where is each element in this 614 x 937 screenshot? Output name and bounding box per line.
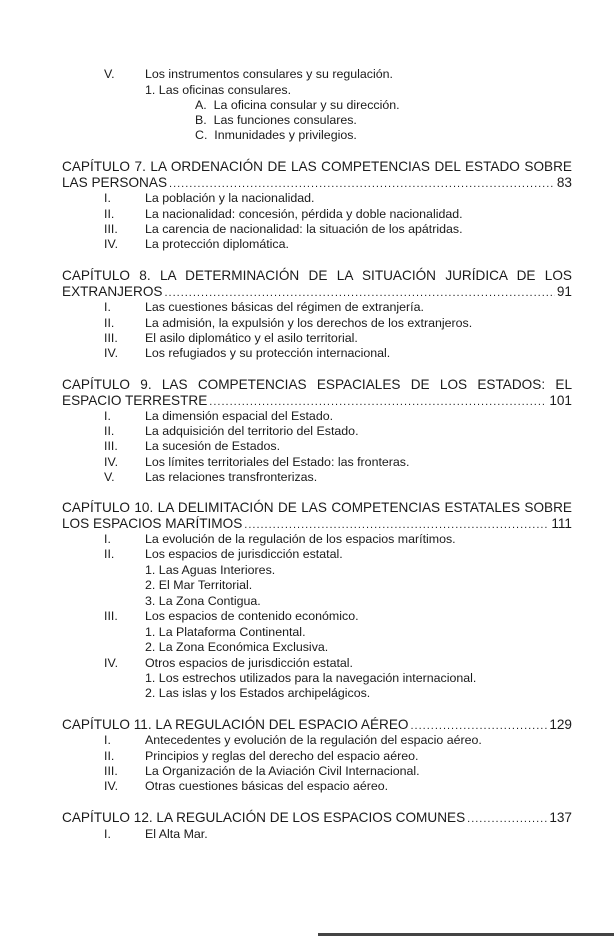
section-number: I.	[104, 300, 111, 314]
section-title: La adquisición del territorio del Estado.	[145, 424, 359, 438]
section-number: II.	[104, 207, 115, 221]
section-title: La evolución de la regulación de los espacios marítimos.	[145, 532, 456, 546]
page-number: 91	[556, 284, 572, 299]
subsection: 2. El Mar Territorial.	[145, 578, 253, 592]
chapter-heading-line2: ESPACIO TERRESTRE ..... 101	[62, 393, 572, 409]
section-number: I.	[104, 532, 111, 546]
chapter-heading: CAPÍTULO 12. LA REGULACIÓN DE LOS ESPACIOS COMUNES ..... 137	[62, 810, 572, 826]
section-number: V.	[104, 470, 115, 484]
section-number: IV.	[104, 656, 119, 670]
page-number: 129	[549, 717, 572, 732]
section-number: II.	[104, 316, 115, 330]
section-title: Las cuestiones básicas del régimen de extranjería.	[145, 300, 424, 314]
subsection: 1. Las Aguas Interiores.	[145, 563, 276, 577]
section-number: IV.	[104, 779, 119, 793]
section-title: La admisión, la expulsión y los derechos de los extranjeros.	[145, 316, 473, 330]
section-title: El asilo diplomático y el asilo territorial.	[145, 331, 358, 345]
section-title: Antecedentes y evolución de la regulación del espacio aéreo.	[145, 733, 482, 747]
subsection: 2. Las islas y los Estados archipelágicos.	[145, 686, 371, 700]
chapter-heading-line2: LAS PERSONAS ..... 83	[62, 175, 572, 191]
chapter-heading: CAPÍTULO 7. LA ORDENACIÓN DE LAS COMPETENCIAS DEL ESTADO SOBRE	[62, 159, 572, 174]
section-number: V.	[104, 67, 115, 81]
section-number: IV.	[104, 455, 119, 469]
subsection: 1. Los estrechos utilizados para la navegación internacional.	[145, 671, 477, 685]
page-edge-rule	[318, 933, 614, 936]
section-title: La dimensión espacial del Estado.	[145, 409, 334, 423]
section-title: Principios y reglas del derecho del espacio aéreo.	[145, 749, 419, 763]
section-number: III.	[104, 439, 118, 453]
section-title: La población y la nacionalidad.	[145, 191, 315, 205]
subsection: 2. La Zona Económica Exclusiva.	[145, 640, 329, 654]
section-number: III.	[104, 222, 118, 236]
subsubsection: B. Las funciones consulares.	[195, 113, 357, 127]
section-number: IV.	[104, 237, 119, 251]
section-number: III.	[104, 331, 118, 345]
page-number: 137	[549, 810, 572, 825]
subsubsection: A. La oficina consular y su dirección.	[195, 98, 400, 112]
chapter-heading-line2: LOS ESPACIOS MARÍTIMOS ..... 111	[62, 516, 572, 532]
section-number: III.	[104, 609, 118, 623]
section-number: II.	[104, 749, 115, 763]
section-title: Otras cuestiones básicas del espacio aéreo.	[145, 779, 389, 793]
section-title: La carencia de nacionalidad: la situación de los apátridas.	[145, 222, 463, 236]
subsubsection: C. Inmunidades y privilegios.	[195, 128, 357, 142]
page-number: 101	[549, 393, 572, 408]
chapter-heading-line2: EXTRANJEROS ..... 91	[62, 284, 572, 300]
section-title: Las relaciones transfronterizas.	[145, 470, 318, 484]
section-number: I.	[104, 191, 111, 205]
subsection: 3. La Zona Contigua.	[145, 594, 261, 608]
section-number: II.	[104, 547, 115, 561]
section-title: Los refugiados y su protección internacional.	[145, 346, 391, 360]
subsection: 1. Las oficinas consulares.	[145, 83, 292, 97]
section-title: Los espacios de jurisdicción estatal.	[145, 547, 343, 561]
section-number: I.	[104, 733, 111, 747]
section-title: La protección diplomática.	[145, 237, 289, 251]
chapter-heading: CAPÍTULO 10. LA DELIMITACIÓN DE LAS COMPETENCIAS ESTATALES SOBRE	[62, 500, 572, 515]
section-title: Los límites territoriales del Estado: las fronteras.	[145, 455, 410, 469]
section-number: III.	[104, 764, 118, 778]
section-title: Los espacios de contenido económico.	[145, 609, 359, 623]
section-number: II.	[104, 424, 115, 438]
chapter-heading: CAPÍTULO 8. LA DETERMINACIÓN DE LA SITUACIÓN JURÍDICA DE LOS	[62, 268, 572, 283]
section-number: I.	[104, 827, 111, 841]
section-title: Otros espacios de jurisdicción estatal.	[145, 656, 353, 670]
section-number: IV.	[104, 346, 119, 360]
page-number: 83	[556, 175, 572, 190]
section-title: La Organización de la Aviación Civil Internacional.	[145, 764, 420, 778]
chapter-heading: CAPÍTULO 11. LA REGULACIÓN DEL ESPACIO AÉREO ..... 129	[62, 717, 572, 733]
page-number: 111	[551, 516, 572, 531]
section-title: Los instrumentos consulares y su regulación.	[145, 67, 393, 81]
chapter-heading: CAPÍTULO 9. LAS COMPETENCIAS ESPACIALES DE LOS ESTADOS: EL	[62, 377, 572, 392]
section-title: El Alta Mar.	[145, 827, 208, 841]
section-title: La sucesión de Estados.	[145, 439, 281, 453]
section-number: I.	[104, 409, 111, 423]
section-title: La nacionalidad: concesión, pérdida y doble nacionalidad.	[145, 207, 463, 221]
subsection: 1. La Plataforma Continental.	[145, 625, 306, 639]
